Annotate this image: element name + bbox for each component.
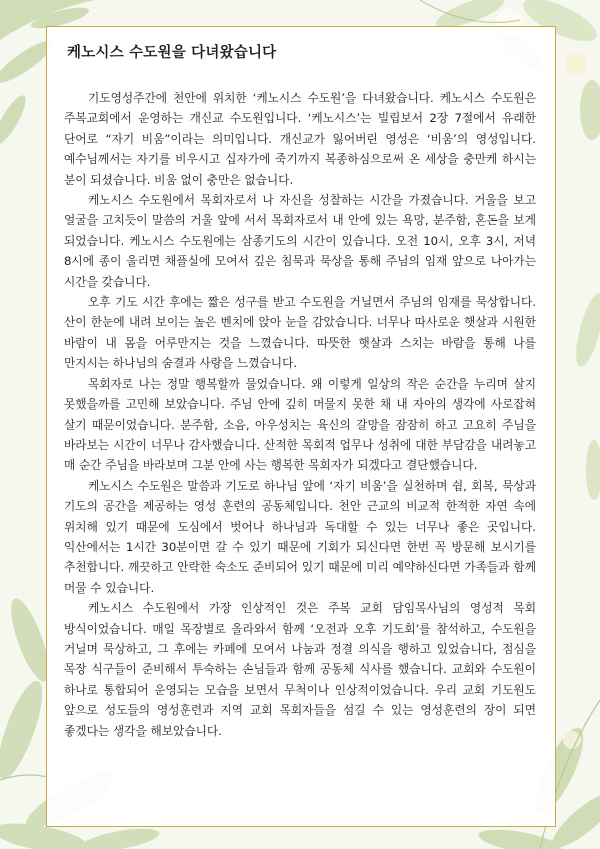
body-paragraph-3: 오후 기도 시간 후에는 짧은 성구를 받고 수도원을 거닐면서 주님의 임재를 묵상합니다. 산이 한눈에 내려 보이는 높은 벤치에 앉아 눈을 감았습니다. 너무나 따사로운 햇살과 시원한 바람이 내 몸을 어루만지는 것을 느꼈습니다. 따뜻한 햇살과 스치는 바람을 통해 나를 만지시는 하나님의 숨결과 사랑을 느꼈습니다. — [64, 295, 536, 371]
article-body — [64, 88, 536, 741]
body-paragraph-5: 케노시스 수도원은 말씀과 기도로 하나님 앞에 ‘자기 비움’을 실천하며 쉼, 회복, 묵상과 기도의 공간을 제공하는 영성 훈련의 공동체입니다. 천안 근교의 비교적 한적한 자연 속에 위치해 있기 때문에 도심에서 벗어나 하나님과 독대할 수 있는 너무나 좋은 곳입니다. 익산에서는 1시간 30분이면 갈 수 있기 때문에 기회가 되신다면 한번 꼭 방문해 보시기를 추천합니다. 깨끗하고 안락한 숙소도 준비되어 있기 때문에 미리 예약하신다면 가족들과 함께 머물 수 있습니다. — [64, 478, 536, 595]
document-title: 케노시스 수도원을 다녀왔습니다 — [67, 45, 277, 61]
body-paragraph-1: 기도영성주간에 천안에 위치한 ‘케노시스 수도원’을 다녀왔습니다. 케노시스 수도원은 주복교회에서 운영하는 개신교 수도원입니다. ‘케노시스’는 빌립보서 2장 7절에서 유래한 단어로 “자기 비움”이라는 의미입니다. 개신교가 잃어버린 영성은 ‘비움’의 영성입니다. 예수님께서는 자기를 비우시고 십자가에 죽기까지 복종하심으로써 온 세상을 충만케 하시는 분이 되셨습니다. 비움 없이 충만은 없습니다. — [64, 91, 536, 187]
body-paragraph-4: 목회자로 나는 정말 행복할까 물었습니다. 왜 이렇게 일상의 작은 순간을 누리며 살지 못했을까를 고민해 보았습니다. 주님 안에 깊히 머물지 못한 채 내 자아의 생각에 사로잡혀 살기 때문이었습니다. 분주함, 소음, 아우성치는 육신의 갈망을 잠잠히 하고 고요히 주님을 바라보는 시간이 너무나 감사했습니다. 산적한 목회적 업무나 성취에 대한 부담감을 내려놓고 매 순간 주님을 바라보며 그분 안에 사는 행복한 목회자가 되겠다고 결단했습니다. — [64, 376, 536, 473]
body-paragraph-2: 케노시스 수도원에서 목회자로서 나 자신을 성찰하는 시간을 가졌습니다. 거울을 보고 얼굴을 고치듯이 말씀의 거울 앞에 서서 목회자로서 내 안에 있는 욕망, 분주함, 혼돈을 보게 되었습니다. 케노시스 수도원에는 삼종기도의 시간이 있습니다. 오전 10시, 오후 3시, 저녁 8시에 종이 울리면 채플실에 모여서 깊은 침묵과 묵상을 통해 주님의 임재 앞으로 나아가는 시간을 갖습니다. — [64, 193, 536, 289]
body-paragraph-6: 케노시스 수도원에서 가장 인상적인 것은 주복 교회 담임목사님의 영성적 목회 방식이었습니다. 매일 목장별로 올라와서 함께 ‘오전과 오후 기도회’를 참석하고, 수도원을 거닐며 묵상하고, 그 후에는 카페에 모여서 나눔과 정결 의식을 행하고 있었습니다, 점심을 목장 식구들이 준비해서 투숙하는 손님들과 함께 공동체 식사를 했습니다. 교회와 수도원이 하나로 통합되어 운영되는 모습을 보면서 무척이나 인상적이었습니다. 우리 교회 기도원도 앞으로 성도들의 영성훈련과 지역 교회 목회자들을 섬길 수 있는 영성훈련의 장이 되면 좋겠다는 생각을 해보았습니다. — [64, 601, 536, 738]
